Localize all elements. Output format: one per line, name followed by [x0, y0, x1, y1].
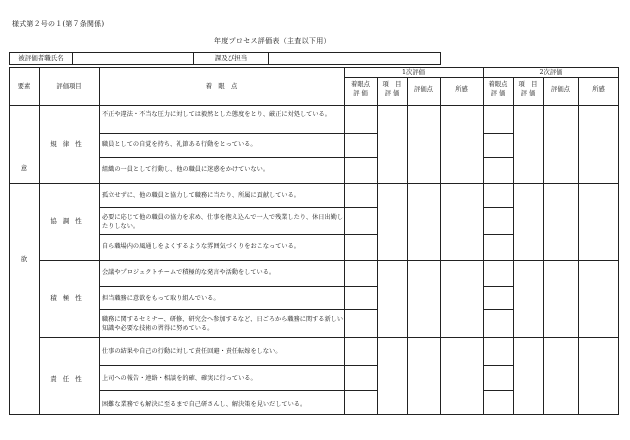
table-rule — [618, 67, 619, 415]
viewpoint-text: 担当職務に意欲をもって取り組んでいる。 — [102, 295, 220, 302]
header-first-points: 評価点 — [414, 86, 433, 93]
viewpoint-text: 困難な業務でも解決に至るまで自己研さんし、解決策を見いだしている。 — [102, 401, 307, 408]
table-rule — [377, 77, 378, 415]
table-rule — [543, 77, 544, 415]
item-label: 協調性 — [50, 217, 88, 225]
table-rule — [99, 207, 377, 208]
header-element: 要素 — [17, 83, 31, 90]
viewpoint-text: 職務に関するセミナー、研修、研究会へ参加するなど、日ごろから職務に関する新しい知識や必要な技術の習得に努めている。 — [102, 316, 344, 332]
table-rule — [483, 234, 513, 235]
header-second-score: 着眼点 評 価 — [488, 81, 508, 97]
header-first-comment: 所感 — [455, 86, 468, 93]
header-second-comment: 所感 — [592, 86, 605, 93]
element-label: 欲 — [20, 255, 28, 263]
table-rule — [344, 67, 345, 415]
table-rule — [578, 77, 579, 415]
table-rule — [483, 133, 513, 134]
viewpoint-text: 必要に応じて他の職員の協力を求め、仕事を抱え込んで一人で残業したり、休日出勤したりしない。 — [102, 214, 344, 230]
viewpoint-text: 不正や違法・不当な圧力に対しては毅然とした態度をとり、厳正に対処している。 — [102, 111, 331, 118]
form-code: 様式第２号の１(第７条関係) — [12, 20, 105, 28]
table-rule — [407, 77, 408, 415]
viewpoint-text: 上司への報告・連絡・相談を的確、確実に行っている。 — [102, 375, 257, 382]
table-rule — [99, 286, 377, 287]
header-second-item: 項 目 評 価 — [518, 81, 538, 97]
table-rule — [483, 207, 513, 208]
item-label: 責任性 — [50, 375, 88, 383]
element-label: 意 — [20, 164, 28, 172]
header-second-eval: 2次評価 — [539, 69, 563, 76]
evaluation-table — [9, 67, 619, 415]
viewpoint-text: 組織の一員として行動し、他の職員に迷惑をかけていない。 — [102, 166, 270, 173]
header-first-score: 着眼点 評 価 — [351, 81, 370, 97]
table-rule — [9, 67, 619, 68]
table-rule — [39, 183, 619, 184]
table-rule — [99, 133, 377, 134]
table-rule — [99, 365, 377, 366]
table-rule — [9, 414, 619, 415]
table-rule — [39, 260, 619, 261]
item-label: 積極性 — [50, 294, 88, 302]
table-rule — [440, 77, 441, 415]
table-rule — [483, 157, 513, 158]
table-rule — [99, 157, 377, 158]
table-rule — [99, 234, 377, 235]
table-rule — [483, 286, 513, 287]
header-first-eval: 1次評価 — [402, 69, 425, 76]
header-second-points: 評価点 — [551, 86, 570, 93]
table-rule — [99, 309, 377, 310]
table-rule — [513, 77, 514, 415]
table-rule — [9, 105, 619, 106]
section-label: 課及び担当 — [193, 53, 269, 64]
table-rule — [483, 390, 513, 391]
header-item: 評価項目 — [56, 83, 82, 90]
item-label: 規律性 — [50, 140, 88, 148]
viewpoint-text: 会議やプロジェクトチームで積極的な発言や活動をしている。 — [102, 269, 276, 276]
viewpoint-text: 職員としての自覚を持ち、礼節ある行動をとっている。 — [102, 141, 257, 148]
header-first-item: 項 目 評 価 — [382, 81, 402, 97]
table-rule — [483, 67, 484, 415]
form-title: 年度プロセス評価表（主査以下用） — [214, 37, 331, 45]
table-rule — [483, 365, 513, 366]
table-rule — [99, 67, 100, 415]
viewpoint-text: 自ら職場内の風通しをよくするような雰囲気づくりをおこなっている。 — [102, 243, 300, 250]
table-rule — [483, 309, 513, 310]
header-viewpoint: 着 眼 点 — [205, 83, 238, 90]
viewpoint-text: 仕事の結果や自己の行動に対して責任回避・責任転嫁をしない。 — [102, 348, 282, 355]
table-rule — [39, 337, 619, 338]
evaluatee-label: 被評価者職氏名 — [10, 53, 73, 64]
table-rule — [9, 67, 10, 415]
evaluatee-bar — [9, 52, 441, 65]
viewpoint-text: 孤立せずに、他の職員と協力して職務に当たり、所属に貢献している。 — [102, 192, 300, 199]
table-rule — [39, 67, 40, 415]
table-rule — [99, 390, 377, 391]
